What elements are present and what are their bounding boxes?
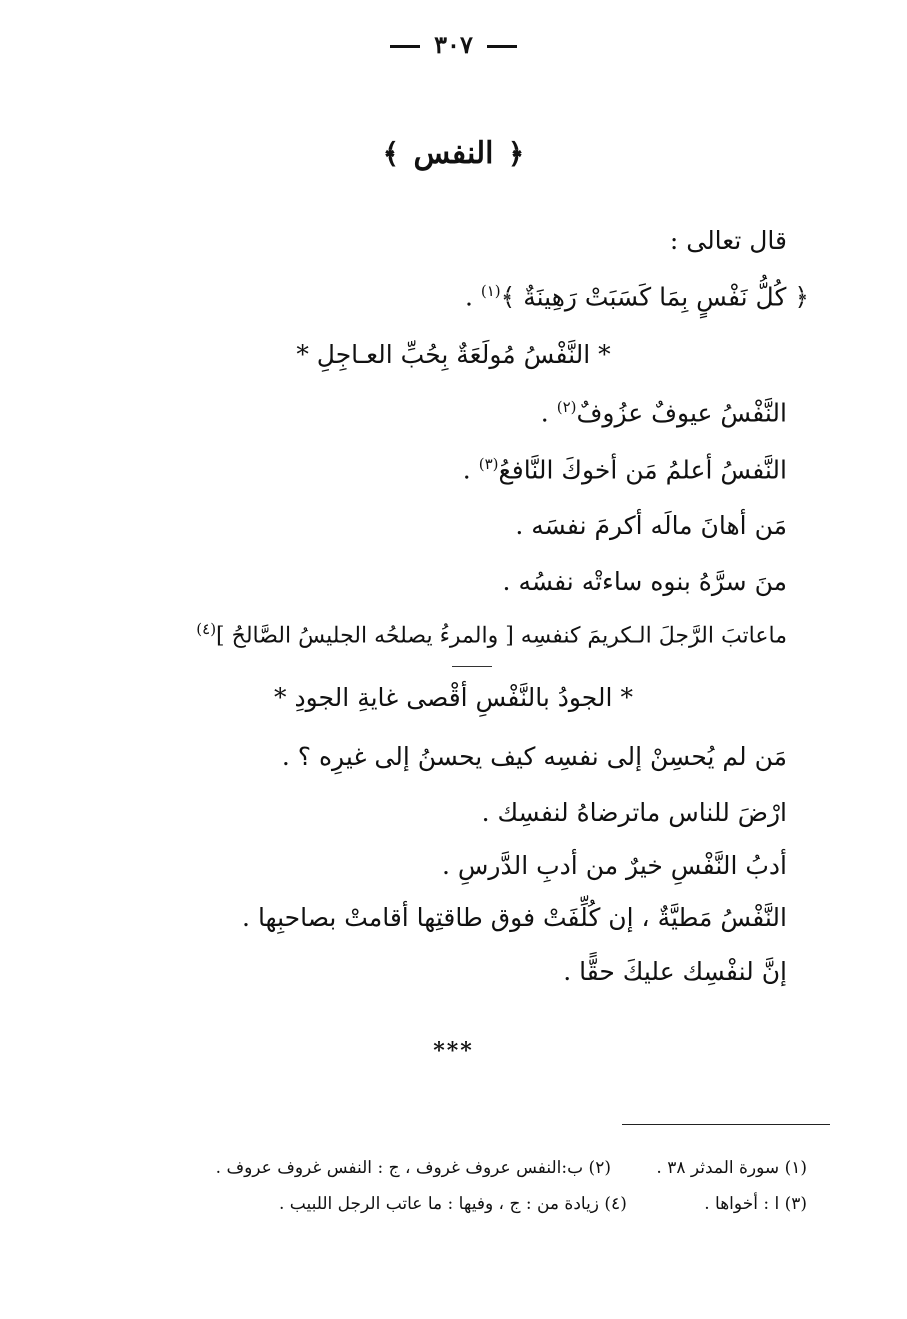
footnote-marker: (٣) — [478, 455, 499, 473]
text-line-1 — [465, 282, 809, 311]
line-text: إنَّ لنفْسِك عليكَ حقًّا . — [563, 957, 787, 986]
line-text: ارْضَ للناس ماترضاهُ لنفسِك . — [481, 798, 787, 827]
line-text: منَ سرَّهُ بنوه ساءتْه نفسُه . — [502, 567, 787, 596]
footnote-row-2 — [279, 1194, 807, 1214]
line-text: أدبُ النَّفْسِ خيرٌ من أدبِ الدَّرسِ . — [442, 851, 787, 880]
footnote-3: (٣) ا : أخواها . — [704, 1194, 807, 1214]
short-divider — [452, 666, 492, 667]
dash-left — [390, 45, 420, 48]
line-end: . — [464, 282, 481, 312]
text-line-9 — [282, 742, 787, 771]
footnote-marker: (٢) — [556, 398, 577, 416]
line-text: النَّفْسُ مَطيَّةٌ ، إن كُلِّفَتْ فوق طاقتِها أقامتْ بصاحبِها . — [242, 903, 787, 932]
text-line-2 — [0, 340, 907, 369]
text-line-13 — [563, 957, 787, 986]
footnote-marker: (١) — [480, 282, 501, 300]
line-text: * الجودُ بالنَّفْسِ أقْصى غايةِ الجودِ * — [274, 683, 633, 712]
page-number-text: ٣٠٧ — [434, 30, 473, 59]
page-number — [0, 30, 907, 59]
line-text: النَّفْسُ عيوفٌ عزُوفٌ — [576, 398, 787, 428]
footnote-marker: (٤) — [196, 620, 217, 638]
dash-right — [487, 45, 517, 48]
ornament-left-icon: ﴾ — [382, 137, 400, 170]
text-line-4 — [463, 455, 787, 484]
line-text: ﴿ كُلُّ نَفْسٍ بِمَا كَسَبَتْ رَهِينَةٌ ﴾ — [500, 282, 809, 312]
line-text: ماعاتبَ الرَّجلَ الـكريمَ كنفسِه [ والمرءُ يصلحُه الجليسُ الصَّالحُ ] — [216, 623, 787, 649]
chapter-title-text: النفس — [413, 136, 494, 171]
footnote-divider — [622, 1124, 830, 1125]
line-text: مَن أهانَ مالَه أكرمَ نفسَه . — [515, 511, 787, 540]
footnote-2: (٢) ب:النفس عروف غروف ، ج : النفس غروف عروف . — [215, 1158, 611, 1178]
line-end: . — [540, 398, 557, 428]
text-line-11 — [442, 851, 787, 880]
intro-text: قال تعالى : — [669, 226, 787, 255]
intro-line — [670, 226, 787, 255]
text-line-8 — [0, 683, 907, 712]
text-line-7 — [196, 620, 787, 648]
chapter-title — [0, 136, 907, 171]
text-line-12 — [242, 903, 787, 932]
ornament-right-icon: ﴿ — [507, 137, 525, 170]
text-line-10 — [482, 798, 787, 827]
footnote-1: (١) سورة المدثر ٣٨ . — [656, 1158, 807, 1178]
line-text: مَن لم يُحسِنْ إلى نفسِه كيف يحسنُ إلى غيرِه ؟ . — [281, 742, 787, 771]
line-text: * النَّفْسُ مُولَعَةٌ بِحُبِّ العـاجِلِ * — [296, 340, 611, 369]
text-line-6 — [503, 567, 787, 596]
text-line-5 — [515, 511, 787, 540]
text-line-3 — [541, 398, 787, 427]
footnote-4: (٤) زيادة من : ج ، وفيها : ما عاتب الرجل اللبيب . — [278, 1194, 627, 1214]
footnote-row-1 — [216, 1158, 807, 1178]
line-end: . — [462, 455, 479, 485]
line-text: النَّفسُ أعلمُ مَن أخوكَ النَّافعُ — [498, 455, 787, 485]
section-stars: *** — [433, 1038, 474, 1064]
